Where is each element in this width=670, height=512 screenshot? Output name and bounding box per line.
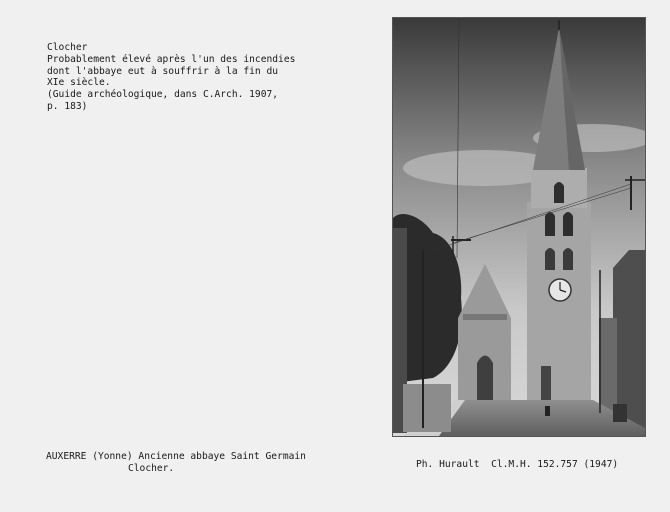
note-line: Probablement élevé après l'un des incendies: [47, 53, 296, 65]
note-line: (Guide archéologique, dans C.Arch. 1907,: [47, 89, 279, 101]
bell-tower-photograph: [392, 17, 646, 437]
photo-credit: Ph. Hurault Cl.M.H. 152.757 (1947): [416, 459, 619, 470]
tower-body: [527, 202, 591, 402]
description-note: [47, 42, 367, 113]
caption-title: AUXERRE (Yonne) Ancienne abbaye Saint Germain: [46, 451, 306, 462]
note-line: Clocher: [47, 42, 88, 53]
caption-subtitle: Clocher.: [128, 462, 175, 474]
note-line: XIe siècle.: [47, 77, 111, 89]
photo-illustration: [393, 18, 645, 436]
photo-caption: [46, 451, 306, 474]
note-line: p. 183): [47, 100, 88, 112]
note-line: dont l'abbaye eut à souffrir à la fin du: [47, 65, 279, 77]
